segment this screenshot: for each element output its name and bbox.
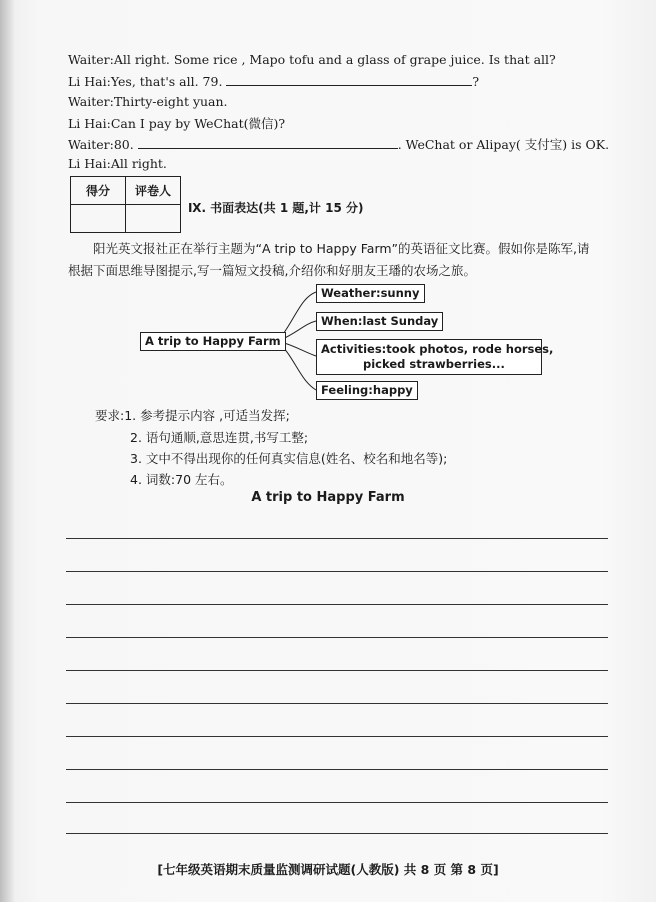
requirements-item-4: 4. 词数:70 左右。 (130, 472, 233, 487)
speaker: Li Hai (68, 116, 107, 131)
speaker: Waiter (68, 52, 110, 67)
section-title: Ⅸ. 书面表达(共 1 题,计 15 分) (188, 201, 364, 215)
requirements-item-1: 要求:1. 参考提示内容 ,可适当发挥; (95, 408, 290, 423)
score-header: 得分 (71, 177, 126, 205)
dialogue-text: Can I pay by WeChat(微信)? (110, 116, 286, 131)
dialogue-line-1: Waiter:All right. Some rice , Mapo tofu and a glass of grape juice. Is that all? (68, 52, 556, 67)
speaker: Li Hai (68, 156, 107, 171)
dialogue-line-4: Li Hai:Can I pay by WeChat(微信)? (68, 116, 286, 131)
mindmap-activities: Activities:took photos, rode horses, picked strawberries... (316, 339, 542, 375)
mindmap-weather: Weather:sunny (316, 284, 425, 303)
dialogue-text: Thirty-eight yuan. (113, 94, 228, 109)
speaker: Li Hai (68, 74, 107, 89)
mindmap-when: When:last Sunday (316, 312, 443, 331)
requirements-item-2: 2. 语句通顺,意思连贯,书写工整; (130, 430, 309, 445)
dialogue-text: All right. Some rice , Mapo tofu and a glass of grape juice. Is that all? (113, 52, 556, 67)
dialogue-line-5: Waiter:80. . WeChat or Alipay( 支付宝) is OK. (68, 137, 610, 152)
dialogue-text: All right. (110, 156, 167, 171)
mindmap-center: A trip to Happy Farm (140, 332, 286, 351)
essay-title: A trip to Happy Farm (251, 490, 405, 505)
score-cell[interactable] (71, 205, 126, 233)
writing-line[interactable] (66, 637, 608, 638)
writing-line[interactable] (66, 703, 608, 704)
writing-line[interactable] (66, 833, 608, 834)
grader-cell[interactable] (126, 205, 181, 233)
requirements-item-3: 3. 文中不得出现你的任何真实信息(姓名、校名和地名等); (130, 451, 448, 466)
dialogue-line-6: Li Hai:All right. (68, 156, 167, 171)
dialogue-line-2: Li Hai:Yes, that's all. 79. ? (68, 74, 480, 89)
binding-shadow (0, 0, 14, 902)
task-intro: 阳光英文报社正在举行主题为“A trip to Happy Farm”的英语征文比赛。假如你是陈军,请根据下面思维导图提示,写一篇短文投稿,介绍你和好朋友王璠的农场之旅。 (68, 241, 590, 278)
speaker: Waiter (68, 137, 110, 152)
answer-blank-80[interactable] (138, 147, 398, 149)
dialogue-text: Yes, that's all. 79. (110, 74, 227, 89)
writing-line[interactable] (66, 802, 608, 803)
dialogue-text: 80. (113, 137, 138, 152)
writing-line[interactable] (66, 538, 608, 539)
writing-line[interactable] (66, 736, 608, 737)
answer-blank-79[interactable] (226, 84, 472, 86)
writing-line[interactable] (66, 670, 608, 671)
writing-line[interactable] (66, 769, 608, 770)
score-table (70, 176, 181, 233)
dialogue-line-3: Waiter:Thirty-eight yuan. (68, 94, 228, 109)
mindmap-feeling: Feeling:happy (316, 381, 418, 400)
speaker: Waiter (68, 94, 110, 109)
writing-line[interactable] (66, 604, 608, 605)
writing-line[interactable] (66, 571, 608, 572)
page-footer: [七年级英语期末质量监测调研试题(人教版) 共 8 页 第 8 页] (157, 862, 499, 877)
requirements-lead: 要求: (95, 408, 125, 423)
grader-header: 评卷人 (126, 177, 181, 205)
